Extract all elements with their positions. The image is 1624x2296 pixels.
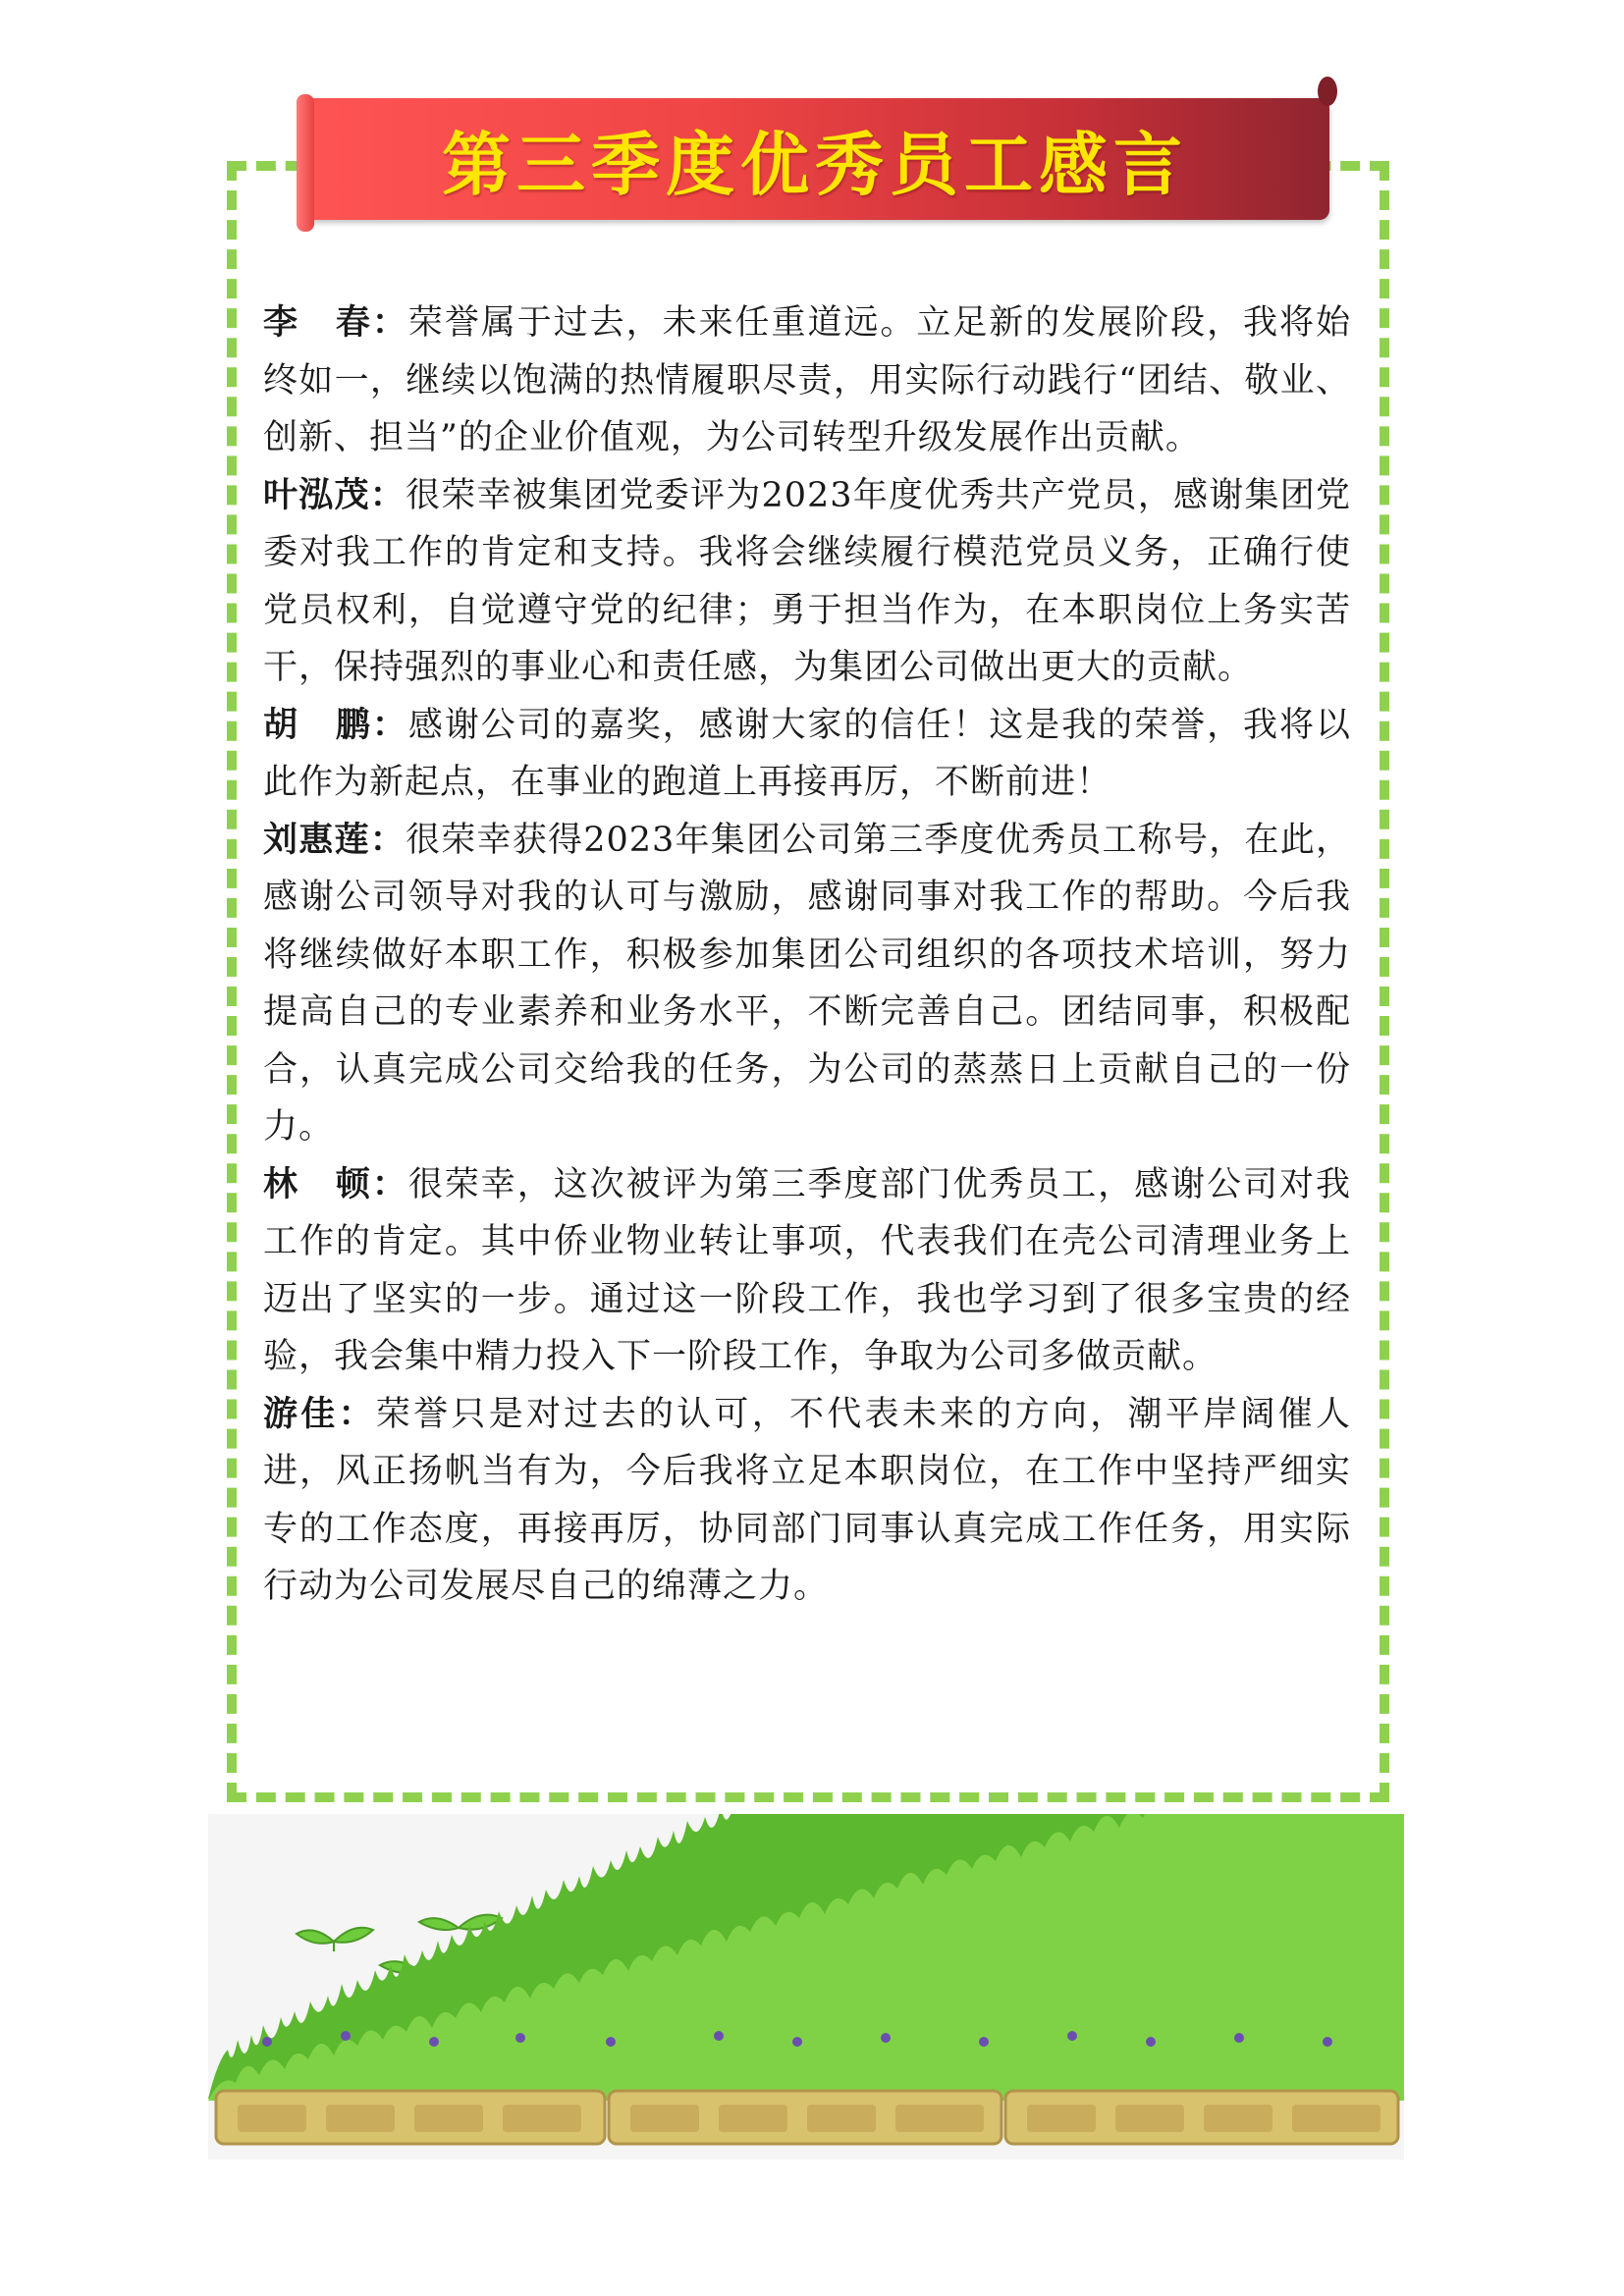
employee-name: 游佳： (263, 1393, 376, 1434)
testimonial-entry (263, 1156, 1351, 1386)
testimonial-entry (263, 467, 1351, 697)
employee-name: 胡 鹏： (263, 704, 408, 745)
title-banner (300, 98, 1329, 220)
garden-illustration (208, 1814, 1404, 2160)
testimonial-text: 感谢公司的嘉奖，感谢大家的信任！这是我的荣誉，我将以此作为新起点，在事业的跑道上再接再厉，不断前进！ (263, 705, 1351, 802)
page-title: 第三季度优秀员工感言 (442, 123, 1188, 205)
sprout-icon (419, 1915, 502, 1930)
sprout-icon (297, 1928, 373, 1951)
garden-decoration (208, 1814, 1404, 2160)
testimonial-entry (263, 1386, 1351, 1616)
testimonial-list (263, 294, 1351, 1616)
testimonial-entry (263, 812, 1351, 1156)
testimonial-text: 很荣幸获得2023年集团公司第三季度优秀员工称号，在此，感谢公司领导对我的认可与激励，感谢同事对我工作的帮助。今后我将继续做好本职工作，积极参加集团公司组织的各项技术培训，努力提高自己的专业素养和业务水平，不断完善自己。团结同事，积极配合，认真完成公司交给我的任务，为公司的蒸蒸日上贡献自己的一份力。 (263, 820, 1351, 1147)
testimonial-text: 很荣幸，这次被评为第三季度部门优秀员工，感谢公司对我工作的肯定。其中侨业物业转让事项，代表我们在壳公司清理业务上迈出了坚实的一步。通过这一阶段工作，我也学习到了很多宝贵的经验，我会集中精力投入下一阶段工作，争取为公司多做贡献。 (263, 1164, 1351, 1376)
testimonial-text: 很荣幸被集团党委评为2023年度优秀共产党员，感谢集团党委对我工作的肯定和支持。我将会继续履行模范党员义务，正确行使党员权利，自觉遵守党的纪律；勇于担当作为，在本职岗位上务实苦干，保持强烈的事业心和责任感，为集团公司做出更大的贡献。 (263, 475, 1351, 687)
testimonial-entry (263, 294, 1351, 467)
employee-name: 林 顿： (263, 1163, 408, 1204)
testimonial-text: 荣誉只是对过去的认可，不代表未来的方向，潮平岸阔催人进，风正扬帆当有为，今后我将立足本职岗位，在工作中坚持严细实专的工作态度，再接再厉，协同部门同事认真完成工作任务，用实际行动为公司发展尽自己的绵薄之力。 (263, 1394, 1351, 1606)
testimonial-text: 荣誉属于过去，未来任重道远。立足新的发展阶段，我将始终如一，继续以饱满的热情履职尽责，用实际行动践行“团结、敬业、创新、担当”的企业价值观，为公司转型升级发展作出贡献。 (263, 303, 1351, 457)
testimonial-entry (263, 697, 1351, 812)
scroll-curl-icon (1318, 77, 1337, 106)
grass-planter-icon (208, 1814, 1404, 2144)
employee-name: 李 春： (263, 302, 408, 343)
employee-name: 叶泓茂： (263, 474, 406, 515)
employee-name: 刘惠莲： (263, 819, 406, 860)
